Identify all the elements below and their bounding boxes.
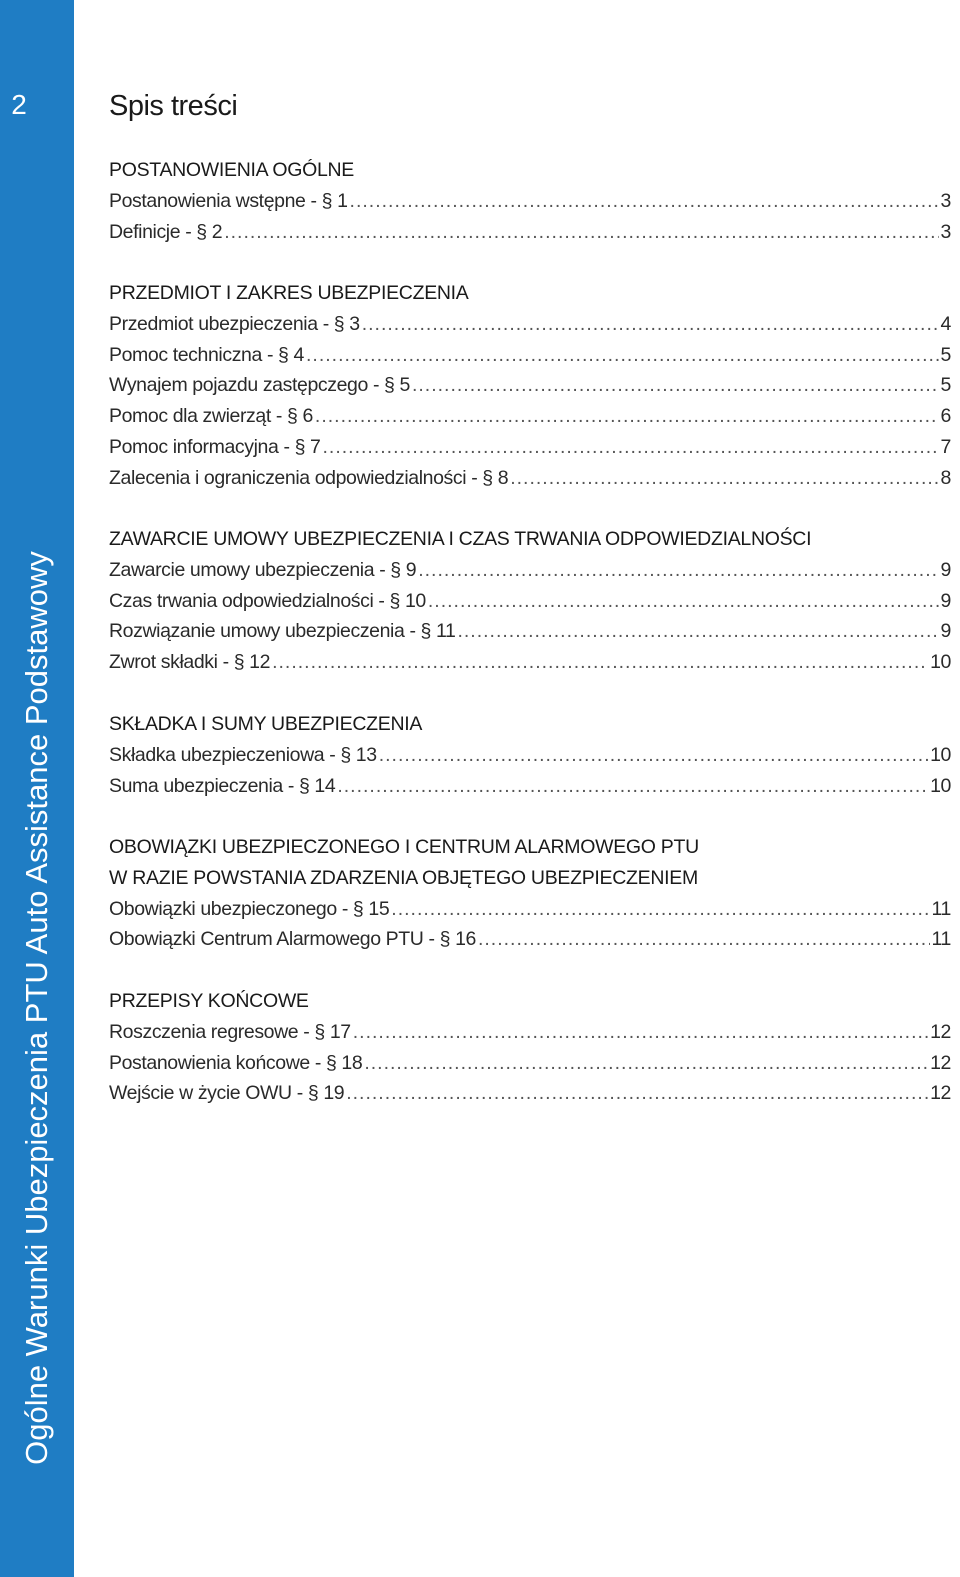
toc-entry-label: Wejście w życie OWU - § 19 <box>109 1082 345 1105</box>
dot-leader <box>362 309 939 340</box>
toc-section-przepisy-koncowe <box>109 986 951 1109</box>
toc-entry[interactable] <box>109 924 951 955</box>
dot-leader <box>418 555 938 586</box>
toc-entry[interactable] <box>109 616 951 647</box>
toc-entry-label: Postanowienia wstępne - § 1 <box>109 189 348 212</box>
toc-entry-label: Pomoc informacyjna - § 7 <box>109 435 321 458</box>
toc-section-zawarcie-umowy <box>109 524 951 678</box>
section-heading: SKŁADKA I SUMY UBEZPIECZENIA <box>109 713 423 735</box>
toc-entry[interactable] <box>109 432 951 463</box>
toc-entry-page: 11 <box>931 928 951 951</box>
toc-entry-page: 3 <box>940 189 951 212</box>
toc-entry-label: Czas trwania odpowiedzialności - § 10 <box>109 589 426 612</box>
toc-section-postanowienia-ogolne <box>109 155 951 247</box>
toc-entry[interactable] <box>109 340 951 371</box>
toc-entry-page: 10 <box>930 774 951 797</box>
toc-entry[interactable] <box>109 370 951 401</box>
toc-entry-label: Zalecenia i ograniczenia odpowiedzialności - § 8 <box>109 466 509 489</box>
section-heading: ZAWARCIE UMOWY UBEZPIECZENIA I CZAS TRWANIA ODPOWIEDZIALNOŚCI <box>109 528 812 550</box>
document-title-vertical: Ogólne Warunki Ubezpieczenia PTU Auto Assistance Podstawowy <box>19 551 54 1465</box>
toc-entry[interactable] <box>109 1017 951 1048</box>
section-heading-line-2: W RAZIE POWSTANIA ZDARZENIA OBJĘTEGO UBEZPIECZENIEM <box>109 866 698 889</box>
page-number: 2 <box>11 89 27 120</box>
toc-section-skladka-i-sumy <box>109 709 951 801</box>
toc-entry-label: Postanowienia końcowe - § 18 <box>109 1051 363 1074</box>
toc-entry[interactable] <box>109 401 951 432</box>
toc-entry-page: 11 <box>931 897 951 920</box>
toc-entry[interactable] <box>109 555 951 586</box>
dot-leader <box>224 217 938 248</box>
dot-leader <box>272 647 928 678</box>
toc-entry-page: 7 <box>940 435 951 458</box>
toc-entry-page: 10 <box>930 651 951 674</box>
dot-leader <box>337 771 928 802</box>
toc-entry[interactable] <box>109 1048 951 1079</box>
dot-leader <box>478 924 930 955</box>
dot-leader <box>364 1048 928 1079</box>
toc-entry-label: Przedmiot ubezpieczenia - § 3 <box>109 312 360 335</box>
dot-leader <box>412 370 939 401</box>
toc-entry-page: 9 <box>940 558 951 581</box>
toc-entry-page: 4 <box>940 312 951 335</box>
toc-entry[interactable] <box>109 647 951 678</box>
toc-entry-label: Składka ubezpieczeniowa - § 13 <box>109 743 377 766</box>
dot-leader <box>346 1078 928 1109</box>
dot-leader <box>306 340 939 371</box>
toc-entry[interactable] <box>109 586 951 617</box>
toc-entry-label: Pomoc dla zwierząt - § 6 <box>109 405 313 428</box>
section-heading: POSTANOWIENIA OGÓLNE <box>109 159 355 181</box>
toc-entry-label: Roszczenia regresowe - § 17 <box>109 1020 351 1043</box>
dot-leader <box>353 1017 928 1048</box>
toc-entry-label: Definicje - § 2 <box>109 220 223 243</box>
section-heading: PRZEDMIOT I ZAKRES UBEZPIECZENIA <box>109 282 469 304</box>
toc-entry-page: 6 <box>940 405 951 428</box>
toc-entry-page: 9 <box>940 620 951 643</box>
toc-entry-label: Obowiązki ubezpieczonego - § 15 <box>109 897 390 920</box>
toc-entry[interactable] <box>109 740 951 771</box>
toc-entry[interactable] <box>109 186 951 217</box>
dot-leader <box>510 463 938 494</box>
toc-entry-page: 5 <box>940 374 951 397</box>
toc-entry-page: 5 <box>940 343 951 366</box>
toc-entry-page: 9 <box>940 589 951 612</box>
toc-entry-page: 12 <box>930 1051 951 1074</box>
toc-entry-label: Rozwiązanie umowy ubezpieczenia - § 11 <box>109 620 456 643</box>
page-title: Spis treści <box>109 90 238 122</box>
sidebar <box>0 0 74 1577</box>
toc-entry-label: Wynajem pojazdu zastępczego - § 5 <box>109 374 410 397</box>
toc-entry-label: Zawarcie umowy ubezpieczenia - § 9 <box>109 558 417 581</box>
toc-entry[interactable] <box>109 463 951 494</box>
toc-entry-page: 8 <box>940 466 951 489</box>
toc-entry[interactable] <box>109 217 951 248</box>
toc-section-przedmiot-i-zakres <box>109 278 951 494</box>
dot-leader <box>428 586 939 617</box>
toc-entry-page: 12 <box>930 1082 951 1105</box>
dot-leader <box>379 740 928 771</box>
toc-entry-page: 12 <box>930 1020 951 1043</box>
toc-entry-page: 3 <box>940 220 951 243</box>
dot-leader <box>457 616 938 647</box>
dot-leader <box>315 401 939 432</box>
toc-entry[interactable] <box>109 1078 951 1109</box>
toc-entry[interactable] <box>109 771 951 802</box>
toc-entry-page: 10 <box>930 743 951 766</box>
toc-entry-label: Suma ubezpieczenia - § 14 <box>109 774 336 797</box>
section-heading: OBOWIĄZKI UBEZPIECZONEGO I CENTRUM ALARMOWEGO PTU <box>109 836 699 858</box>
toc-entry[interactable] <box>109 894 951 925</box>
toc-entry-label: Zwrot składki - § 12 <box>109 651 271 674</box>
dot-leader <box>350 186 939 217</box>
dot-leader <box>391 894 929 925</box>
toc-entry[interactable] <box>109 309 951 340</box>
toc-entry-label: Pomoc techniczna - § 4 <box>109 343 304 366</box>
toc-entry-label: Obowiązki Centrum Alarmowego PTU - § 16 <box>109 928 476 951</box>
toc-section-obowiazki <box>109 832 951 955</box>
section-heading: PRZEPISY KOŃCOWE <box>109 990 309 1012</box>
dot-leader <box>323 432 939 463</box>
